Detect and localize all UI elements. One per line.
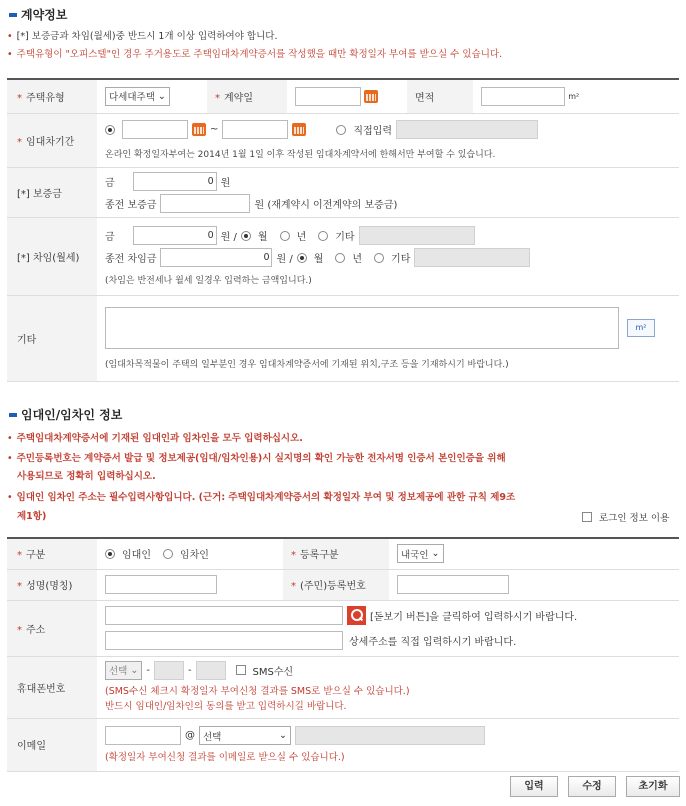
phone-note-1: (SMS수신 체크시 확정일자 부여신청 결과를 SMS로 받으실 수 있습니다.) (105, 685, 410, 697)
chevron-down-icon: ⌄ (279, 730, 287, 741)
rent-other-radio[interactable] (318, 231, 328, 241)
email-note: (확정일자 부여신청 결과를 이메일로 받으실 수 있습니다.) (105, 752, 345, 763)
name-label-text: 성명(명칭) (26, 581, 73, 592)
name-label: * 성명(명칭) (7, 569, 97, 600)
party-note-1-text: 주택임대차계약증서에 기재된 임대인과 임차인을 모두 입력하십시오. (16, 433, 303, 444)
party-note-3b (17, 508, 46, 526)
address-hint: [돋보기 버튼]을 클릭하여 입력하시기 바랍니다. (370, 612, 578, 623)
area-label (407, 79, 473, 113)
rent-other-label: 기타 (335, 232, 355, 243)
section-marker (9, 413, 17, 417)
sms-checkbox[interactable] (236, 665, 246, 675)
party-note-2-text: 주민등록번호는 계약증서 발급 및 정보제공(임대/임차인용)시 실지명의 확인 가능한 전자서명 인증서 본인인증을 위해 (16, 453, 506, 464)
rent-month-label: 월 (257, 232, 268, 243)
email-label-text: 이메일 (17, 741, 46, 752)
housing-type-select[interactable] (105, 87, 170, 106)
area-input[interactable] (481, 87, 565, 106)
id-label-text: (주민)등록번호 (300, 581, 366, 592)
deposit-won: 원 (220, 177, 231, 189)
etc-textarea[interactable] (105, 307, 619, 349)
id-input[interactable] (397, 575, 509, 594)
edit-button[interactable]: 수정 (568, 776, 616, 797)
rent-label (7, 217, 97, 295)
lessee-radio[interactable] (163, 549, 173, 559)
reg-type-select[interactable] (397, 544, 444, 563)
period-date-radio[interactable] (105, 125, 115, 135)
period-direct-label: 직접입력 (353, 126, 393, 137)
party-note-1: • 주택임대차계약증서에 기재된 임대인과 임차인을 모두 입력하십시오. (7, 433, 303, 444)
rent-won: 원 / (220, 232, 237, 243)
prev-rent-other-radio[interactable] (374, 253, 384, 263)
contract-date-input[interactable] (295, 87, 361, 106)
rent-year-radio[interactable] (280, 231, 290, 241)
prev-rent-year-radio[interactable] (335, 253, 345, 263)
party-note-3b-text: 제1항) (17, 511, 47, 522)
rent-money-label: 금 (105, 232, 115, 243)
phone-label (7, 656, 97, 718)
contract-date-label-text: 계약일 (224, 92, 253, 104)
section-marker (9, 13, 17, 17)
contract-note-2-text: 주택유형이 "오피스텔"인 경우 주거용도로 주택임대차계약증서를 작성했을 때만 확정일자 부여를 받으실 수 있습니다. (16, 49, 503, 60)
period-end-input[interactable] (222, 120, 288, 139)
rent-label-text: [*] 차임(월세) (17, 252, 80, 264)
party-title-text: 임대인/임차인 정보 (21, 408, 123, 422)
login-info-label: 로그인 정보 이용 (599, 513, 670, 524)
login-info-checkbox[interactable] (582, 512, 592, 522)
prev-rent-label: 종전 차임금 (105, 254, 157, 265)
party-note-2b (17, 468, 156, 486)
prev-rent-input[interactable]: 0 (160, 248, 272, 267)
submit-button[interactable]: 입력 (510, 776, 558, 797)
calendar-icon[interactable] (292, 123, 306, 136)
login-info-checkbox-row[interactable] (582, 510, 669, 524)
email-id-input[interactable] (105, 726, 181, 745)
area-unit: m² (568, 91, 580, 101)
period-direct-radio[interactable] (336, 125, 346, 135)
prev-deposit-input[interactable] (160, 194, 250, 213)
rent-note: (차임은 반전세나 월세 일경우 입력하는 금액입니다.) (105, 276, 312, 286)
chevron-down-icon: ⌄ (130, 664, 139, 676)
name-input[interactable] (105, 575, 217, 594)
email-at: @ (185, 730, 195, 741)
calendar-icon[interactable] (364, 90, 378, 103)
action-bar (510, 776, 680, 797)
party-form-table (7, 537, 679, 772)
housing-type-value: 다세대주택 (109, 92, 155, 104)
phone-dash-2: - (187, 664, 192, 676)
deposit-input[interactable]: 0 (133, 172, 217, 191)
phone-middle-input[interactable] (154, 661, 184, 680)
phone-prefix-value: 선택 (109, 666, 128, 677)
period-label-text: 임대차기간 (26, 136, 75, 148)
reg-type-value: 내국인 (401, 549, 429, 561)
deposit-label-text: [*] 보증금 (17, 188, 62, 200)
prev-rent-month-label: 월 (313, 254, 324, 265)
prev-rent-other-label: 기타 (391, 254, 411, 265)
period-tilde: ~ (210, 124, 219, 135)
reg-type-label: * 등록구분 (283, 538, 389, 569)
lessee-label: 임차인 (179, 550, 209, 562)
prev-rent-other-input[interactable] (414, 248, 530, 267)
lessor-label: 임대인 (122, 550, 151, 562)
address-detail-input[interactable] (105, 631, 343, 650)
prev-deposit-note: 원 (재계약시 이전계약의 보증금) (254, 199, 398, 211)
calendar-icon[interactable] (192, 123, 206, 136)
etc-note: (임대차목적물이 주택의 일부분인 경우 임대차계약증서에 기재된 위치,구조 등을 기재하시기 바랍니다.) (105, 359, 509, 370)
email-domain-select[interactable] (199, 726, 291, 745)
housing-type-label: * 주택유형 (7, 79, 97, 113)
deposit-money-label: 금 (105, 177, 115, 189)
contract-note-2: • 주택유형이 "오피스텔"인 경우 주거용도로 주택임대차계약증서를 작성했을 때만 확정일자 부여를 받으실 수 있습니다. (7, 49, 503, 60)
prev-rent-won: 원 / (276, 254, 293, 265)
party-note-3: • 임대인 임차인 주소는 필수입력사항입니다. (근거: 주택임대차계약증서의 확정일자 부여 및 정보제공에 관한 규칙 제9조 (7, 492, 516, 503)
rent-month-radio[interactable] (241, 231, 251, 241)
sms-label: SMS수신 (252, 666, 294, 678)
contract-note-1-text: [*] 보증금과 차임(월세)중 반드시 1개 이상 입력하여야 합니다. (16, 31, 278, 42)
phone-label-text: 휴대폰번호 (17, 683, 66, 695)
contract-date-label: * 계약일 (207, 79, 287, 113)
etc-label (7, 295, 97, 381)
chevron-down-icon: ⌄ (157, 90, 166, 102)
chevron-down-icon: ⌄ (431, 548, 440, 560)
prev-rent-month-radio[interactable] (297, 253, 307, 263)
area-label-text: 면적 (415, 92, 435, 104)
phone-last-input[interactable] (196, 661, 226, 680)
etc-unit-button[interactable]: m² (627, 319, 655, 337)
period-label: * 임대차기간 (7, 113, 97, 167)
deposit-label (7, 167, 97, 217)
id-label: * (주민)등록번호 (283, 569, 389, 600)
party-note-2: • 주민등록번호는 계약증서 발급 및 정보제공(임대/임차인용)시 실지명의 확인 가능한 전자서명 인증서 본인인증을 위해 (7, 453, 506, 464)
address-label-text: 주소 (26, 624, 46, 636)
etc-label-text: 기타 (17, 334, 37, 346)
rent-input[interactable]: 0 (133, 226, 217, 245)
reset-button[interactable]: 초기화 (626, 776, 680, 797)
contract-form-table (7, 78, 679, 382)
party-note-2b-text: 사용되므로 정확히 입력하십시오. (17, 471, 156, 482)
rent-year-label: 년 (296, 232, 307, 243)
address-label: * 주소 (7, 600, 97, 656)
period-note: 온라인 확정일자부여는 2014년 1월 1일 이후 작성된 임대차계약서에 한해서만 부여할 수 있습니다. (105, 150, 496, 160)
party-section-title (9, 406, 122, 423)
rent-other-input[interactable] (359, 226, 475, 245)
contract-section-title (9, 6, 67, 23)
lessor-radio[interactable] (105, 549, 115, 559)
email-domain-value: 선택 (203, 731, 222, 743)
category-label: * 구분 (7, 538, 97, 569)
party-note-3-text: 임대인 임차인 주소는 필수입력사항입니다. (근거: 주택임대차계약증서의 확정일자 부여 및 정보제공에 관한 규칙 제9조 (16, 492, 516, 503)
search-icon[interactable] (347, 606, 366, 625)
address-detail-hint: 상세주소를 직접 입력하시기 바랍니다. (349, 637, 517, 648)
housing-type-label-text: 주택유형 (26, 92, 65, 104)
email-label (7, 718, 97, 771)
period-direct-input[interactable] (396, 120, 538, 139)
prev-rent-year-label: 년 (352, 254, 363, 265)
address-input[interactable] (105, 606, 343, 625)
phone-note-2: 반드시 임대인/임차인의 동의를 받고 입력하시길 바랍니다. (105, 700, 347, 712)
contract-title-text: 계약정보 (21, 8, 68, 22)
prev-deposit-label: 종전 보증금 (105, 199, 157, 211)
phone-dash-1: - (146, 664, 150, 676)
reg-type-label-text: 등록구분 (300, 550, 339, 562)
phone-prefix-select[interactable] (105, 661, 142, 680)
category-label-text: 구분 (26, 550, 46, 562)
contract-note-1: • [*] 보증금과 차임(월세)중 반드시 1개 이상 입력하여야 합니다. (7, 31, 278, 42)
period-start-input[interactable] (122, 120, 188, 139)
email-domain-input[interactable] (295, 726, 485, 745)
